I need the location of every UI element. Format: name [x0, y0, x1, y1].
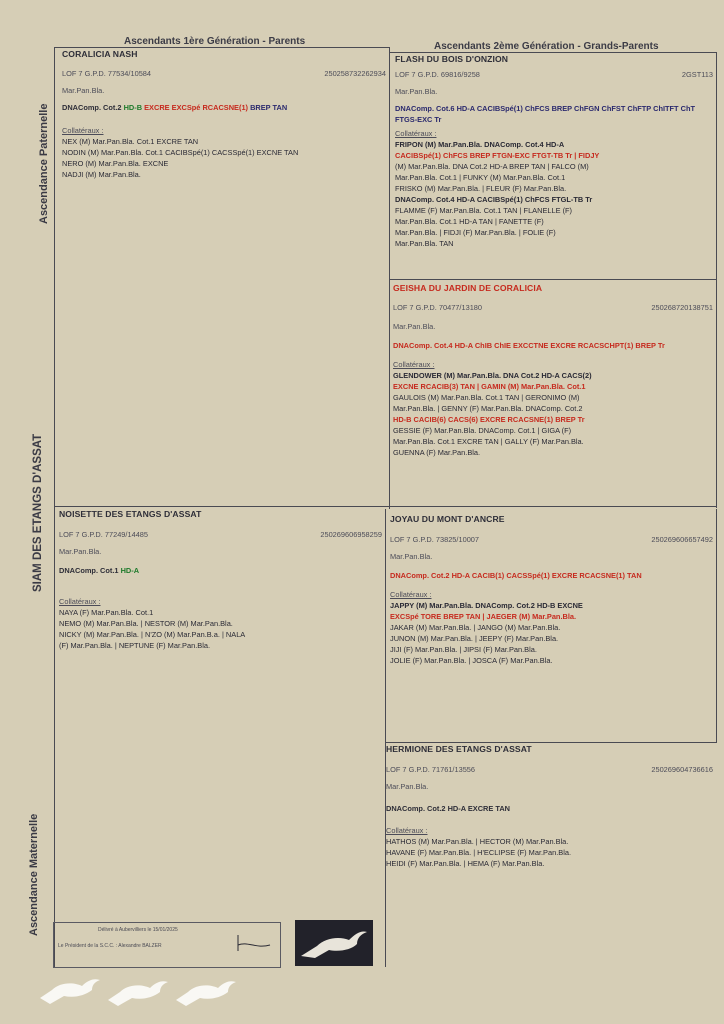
list-item: NEX (M) Mar.Pan.Bla. Cot.1 EXCRE TAN	[62, 137, 199, 146]
gp3-dna: DNAComp. Cot.2 HD-A CACIB(1) CACSSpé(1) EXCRE RCACSNE(1) TAN	[390, 571, 642, 580]
list-item: Mar.Pan.Bla. Cot.1 | FUNKY (M) Mar.Pan.Bla. Cot.1	[395, 173, 566, 182]
gp4-collaterals: Collatéraux : HATHOS (M) Mar.Pan.Bla. | HECTOR (M) Mar.Pan.Bla. HAVANE (F) Mar.Pan.Bla. | H'ECLIPSE (F) Mar.Pan.Bla. HEIDI (F) Mar.Pan.Bla. | HEMA (F) Mar.Pan.Bla.	[386, 825, 713, 869]
dam-colour: Mar.Pan.Bla.	[59, 547, 102, 556]
list-item: FRIPON (M) Mar.Pan.Bla. DNAComp. Cot.4 HD-A	[395, 140, 565, 149]
gp3-box	[390, 514, 713, 666]
gp2-registration: LOF 7 G.P.D. 70477/13180	[393, 303, 483, 312]
list-item: JOLIE (F) Mar.Pan.Bla. | JOSCA (F) Mar.Pan.Bla.	[390, 656, 553, 665]
signature-mark	[234, 931, 274, 955]
gp3-chip: 250269606657492	[651, 535, 713, 544]
list-item: HD-B CACIB(6) CACS(6) EXCRE RCACSNE(1) BREP Tr	[393, 415, 585, 424]
gp4-dna: DNAComp. Cot.2 HD-A EXCRE TAN	[386, 804, 510, 813]
maternal-label: Ascendance Maternelle	[28, 813, 40, 936]
sire-chip: 250258732262934	[324, 69, 386, 78]
gp2-box	[393, 283, 713, 458]
gp2-dna: DNAComp. Cot.4 HD-A ChIB ChIE EXCCTNE EXCRE RCACSCHPT(1) BREP Tr	[393, 341, 665, 350]
list-item: Mar.Pan.Bla. | GENNY (F) Mar.Pan.Bla. DNAComp. Cot.2	[393, 404, 583, 413]
sire-box	[62, 49, 386, 180]
list-item: NADJI (M) Mar.Pan.Bla.	[62, 170, 141, 179]
gen2-header: Ascendants 2ème Génération - Grands-Parents	[434, 41, 659, 52]
gp2-collaterals: Collatéraux : GLENDOWER (M) Mar.Pan.Bla. DNA Cot.2 HD-A CACS(2) EXCNE RCACIB(3) TAN | GAMIN (M) Mar.Pan.Bla. Cot.1 GAULOIS (M) Mar.Pan.Bla. Cot.1 TAN | GERONIMO (M) Mar.Pan.Bla. | GENNY (F) Mar.Pan.Bla. DNAComp. Cot.2 HD-B CACIB(6) CACS(6) EXCRE RCACSNE(1) BREP Tr GESSIE (F) Mar.Pan.Bla. DNAComp. Cot.1 | GIGA (F) Mar.Pan.Bla. Cot.1 EXCRE TAN | GALLY (F) Mar.Pan.Bla. GUENNA (F) Mar.Pan.Bla.	[393, 359, 713, 458]
top-rule	[54, 47, 390, 48]
dam-name: NOISETTE DES ETANGS D'ASSAT	[59, 509, 202, 519]
right-rule-lower	[716, 509, 717, 743]
list-item: FRISKO (M) Mar.Pan.Bla. | FLEUR (F) Mar.Pan.Bla.	[395, 184, 567, 193]
delivery-statement: Délivré à Aubervilliers le 15/01/2025	[98, 927, 178, 933]
gp4-top-rule	[385, 742, 717, 743]
list-item: NEMO (M) Mar.Pan.Bla. | NESTOR (M) Mar.Pan.Bla.	[59, 619, 233, 628]
list-item: CACIBSpé(1) ChFCS BREP FTGN-EXC FTGT-TB Tr | FIDJY	[395, 151, 600, 160]
subject-name-label: SIAM DES ETANGS D'ASSAT	[32, 433, 44, 592]
list-item: Mar.Pan.Bla. TAN	[395, 239, 454, 248]
list-item: (F) Mar.Pan.Bla. | NEPTUNE (F) Mar.Pan.Bla.	[59, 641, 210, 650]
gp1-box	[395, 54, 713, 249]
mid-horizontal-rule	[54, 506, 716, 507]
signature-box	[53, 922, 281, 968]
list-item: EXCSpé TORE BREP TAN | JAEGER (M) Mar.Pan.Bla.	[390, 612, 577, 621]
dam-dna: DNAComp. Cot.1 HD-A	[59, 566, 140, 575]
president-statement: Le Président de la S.C.C. : Alexandre BALZER	[58, 943, 162, 949]
gen1-header: Ascendants 1ère Génération - Parents	[124, 36, 306, 47]
dam-box	[59, 509, 382, 651]
gp4-registration: LOF 7 G.P.D. 71761/13556	[386, 765, 476, 774]
sire-colour: Mar.Pan.Bla.	[62, 86, 105, 95]
list-item: JAKAR (M) Mar.Pan.Bla. | JANGO (M) Mar.Pan.Bla.	[390, 623, 561, 632]
list-item: HATHOS (M) Mar.Pan.Bla. | HECTOR (M) Mar.Pan.Bla.	[386, 837, 569, 846]
gp4-box	[386, 744, 713, 869]
dam-registration: LOF 7 G.P.D. 77249/14485	[59, 530, 149, 539]
paternal-label: Ascendance Paternelle	[38, 103, 50, 224]
list-item: JUNON (M) Mar.Pan.Bla. | JEEPY (F) Mar.Pan.Bla.	[390, 634, 559, 643]
list-item: DNAComp. Cot.4 HD-A CACIBSpé(1) ChFCS FTGL-TB Tr	[395, 195, 593, 204]
sire-collaterals: Collatéraux : NEX (M) Mar.Pan.Bla. Cot.1 EXCRE TAN NODIN (M) Mar.Pan.Bla. Cot.1 CACIBSpé(1) CACSSpé(1) EXCNE TAN NERO (M) Mar.Pan.Bla. EXCNE NADJI (M) Mar.Pan.Bla.	[62, 125, 386, 180]
gp1-colour: Mar.Pan.Bla.	[395, 87, 438, 96]
gp1-chip: 2GST113	[681, 70, 713, 79]
gp1-registration: LOF 7 G.P.D. 69816/9258	[395, 70, 480, 79]
mid-rule-upper	[389, 47, 390, 509]
list-item: EXCNE RCACIB(3) TAN | GAMIN (M) Mar.Pan.Bla. Cot.1	[393, 382, 586, 391]
list-item: HEIDI (F) Mar.Pan.Bla. | HEMA (F) Mar.Pan.Bla.	[386, 859, 545, 868]
gp3-registration: LOF 7 G.P.D. 73825/10007	[390, 535, 480, 544]
dam-chip: 250269606958259	[320, 530, 382, 539]
gp1-collaterals: Collatéraux : FRIPON (M) Mar.Pan.Bla. DNAComp. Cot.4 HD-A CACIBSpé(1) ChFCS BREP FTGN-EXC FTGT-TB Tr | FIDJY (M) Mar.Pan.Bla. DNA Cot.2 HD-A BREP TAN | FALCO (M) Mar.Pan.Bla. Cot.1 | FUNKY (M) Mar.Pan.Bla. Cot.1 FRISKO (M) Mar.Pan.Bla. | FLEUR (F) Mar.Pan.Bla. DNAComp. Cot.4 HD-A CACIBSpé(1) ChFCS FTGL-TB Tr FLAMME (F) Mar.Pan.Bla. Cot.1 TAN | FLANELLE (F) Mar.Pan.Bla. Cot.1 HD-A TAN | FANETTE (F) Mar.Pan.Bla. | FIDJI (F) Mar.Pan.Bla. | FOLIE (F) Mar.Pan.Bla. TAN	[395, 128, 713, 249]
gp3-collaterals: Collatéraux : JAPPY (M) Mar.Pan.Bla. DNAComp. Cot.2 HD-B EXCNE EXCSpé TORE BREP TAN | JAEGER (M) Mar.Pan.Bla. JAKAR (M) Mar.Pan.Bla. | JANGO (M) Mar.Pan.Bla. JUNON (M) Mar.Pan.Bla. | JEEPY (F) Mar.Pan.Bla. JIJI (F) Mar.Pan.Bla. | JIPSI (F) Mar.Pan.Bla. JOLIE (F) Mar.Pan.Bla. | JOSCA (F) Mar.Pan.Bla.	[390, 589, 713, 666]
list-item: Mar.Pan.Bla. | FIDJI (F) Mar.Pan.Bla. | FOLIE (F)	[395, 228, 556, 237]
list-item: GAULOIS (M) Mar.Pan.Bla. Cot.1 TAN | GERONIMO (M)	[393, 393, 580, 402]
list-item: Mar.Pan.Bla. Cot.1 EXCRE TAN | GALLY (F) Mar.Pan.Bla.	[393, 437, 584, 446]
list-item: JIJI (F) Mar.Pan.Bla. | JIPSI (F) Mar.Pan.Bla.	[390, 645, 537, 654]
sire-dna: DNAComp. Cot.2 HD-B EXCRE EXCSpé RCACSNE(1) BREP TAN	[62, 103, 288, 112]
list-item: NODIN (M) Mar.Pan.Bla. Cot.1 CACIBSpé(1) CACSSpé(1) EXCNE TAN	[62, 148, 299, 157]
gp4-name: HERMIONE DES ETANGS D'ASSAT	[386, 744, 532, 754]
greyhound-logo-icon	[295, 920, 373, 966]
left-rule	[54, 47, 55, 967]
list-item: GLENDOWER (M) Mar.Pan.Bla. DNA Cot.2 HD-A CACS(2)	[393, 371, 592, 380]
dam-collaterals: Collatéraux : NAYA (F) Mar.Pan.Bla. Cot.1 NEMO (M) Mar.Pan.Bla. | NESTOR (M) Mar.Pan.Bla. NICKY (M) Mar.Pan.Bla. | N'ZO (M) Mar.Pan.B.a. | NALA (F) Mar.Pan.Bla. | NEPTUNE (F) Mar.Pan.Bla.	[59, 596, 382, 651]
list-item: Mar.Pan.Bla. Cot.1 HD-A TAN | FANETTE (F)	[395, 217, 544, 226]
gp2-colour: Mar.Pan.Bla.	[393, 322, 436, 331]
list-item: HAVANE (F) Mar.Pan.Bla. | H'ECLIPSE (F) Mar.Pan.Bla.	[386, 848, 571, 857]
list-item: NERO (M) Mar.Pan.Bla. EXCNE	[62, 159, 169, 168]
gp1-dna: DNAComp. Cot.6 HD-A CACIBSpé(1) ChFCS BREP ChFGN ChFST ChFTP ChITFT ChT FTGS-EXC Tr	[395, 104, 695, 124]
gp2-chip: 250268720138751	[651, 303, 713, 312]
gp4-colour: Mar.Pan.Bla.	[386, 782, 429, 791]
right-rule-upper	[716, 52, 717, 508]
list-item: (M) Mar.Pan.Bla. DNA Cot.2 HD-A BREP TAN | FALCO (M)	[395, 162, 589, 171]
list-item: GUENNA (F) Mar.Pan.Bla.	[393, 448, 481, 457]
sire-registration: LOF 7 G.P.D. 77534/10584	[62, 69, 152, 78]
gp2-top-rule	[390, 279, 716, 280]
gp1-top-rule	[390, 52, 716, 53]
greyhound-silhouette-icon	[36, 972, 246, 1010]
sire-name: CORALICIA NASH	[62, 49, 138, 59]
list-item: NICKY (M) Mar.Pan.Bla. | N'ZO (M) Mar.Pan.B.a. | NALA	[59, 630, 246, 639]
gp1-name: FLASH DU BOIS D'ONZION	[395, 54, 509, 64]
list-item: GESSIE (F) Mar.Pan.Bla. DNAComp. Cot.1 | GIGA (F)	[393, 426, 572, 435]
list-item: FLAMME (F) Mar.Pan.Bla. Cot.1 TAN | FLANELLE (F)	[395, 206, 573, 215]
list-item: NAYA (F) Mar.Pan.Bla. Cot.1	[59, 608, 154, 617]
gp4-chip: 250269604736616	[651, 765, 713, 774]
gp3-name: JOYAU DU MONT D'ANCRE	[390, 514, 505, 524]
gp2-name: GEISHA DU JARDIN DE CORALICIA	[393, 283, 543, 293]
mid-rule-lower	[385, 509, 386, 967]
list-item: JAPPY (M) Mar.Pan.Bla. DNAComp. Cot.2 HD-B EXCNE	[390, 601, 583, 610]
gp3-colour: Mar.Pan.Bla.	[390, 552, 433, 561]
